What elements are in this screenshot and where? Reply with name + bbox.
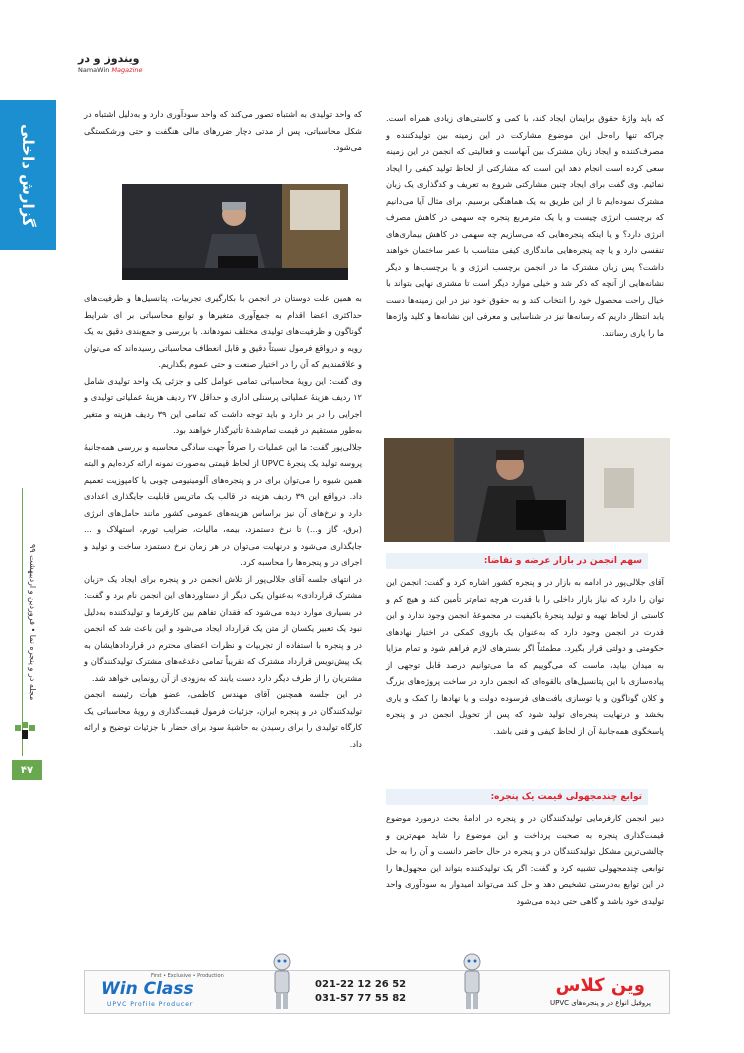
logo-english-text [78,66,170,74]
section-tab-label: گزارش داخلی [19,123,37,227]
ad-persian-logo: وین کلاس [555,975,645,996]
ad-banner[interactable] [84,970,670,1014]
right-column-intro: که باید واژهٔ حقوق برایمان ایجاد کند، با کمی و کاستی‌های زیادی همراه است. چراکه تنها راه‌حل این موضوع مشارکت در این زمینه بین تولیدکننده و مصرف‌کننده و ایجاد زبان مشترک بین آنهاست و فعالیتی که انجمن در این زمینه سعی کرده است انجام دهد این است که مشارکتی از لحاظ تولید کیفی را ایجاد نمائیم. وی گفت برای ایجاد چنین مشارکتی شروع به تعریف و کدگذاری یک زبان مشترک نموده‌ایم تا از این طریق به یک هماهنگی برسیم. برای مثال آیا می‌دانیم که برچسب انرژی چیست و یا یک مترمربع پنجره چه سهمی در کاهش مصرف انرژی دارد؟ و یا اینکه پنجره‌هایی که می‌سازیم چه سهمی در کاهش بیماری‌های تنفسی دارد و یا چه پنجره‌هایی ماندگاری کیفی متناسب با عمر ساختمان خواهند داشت؟ پس زبان مشترک ما در انجمن برچسب انرژی و یا برچسب‌ها و دیگر نشانه‌هایی از آنچه که ذکر شد و خیلی موارد دیگر است تا مشتری نهایی بتواند با خیال راحت محصول خود را انتخاب کند و به حقوق خود نیز در این زمینه‌ها دست یابد انتظار داریم که رسانه‌ها نیز در شناسایی و معرفی این نشانه‌ها و کلید واژه‌ها ما را یاری رسانند. [386,113,664,338]
left-column-intro: که واحد تولیدی به اشتباه تصور می‌کند که واحد سودآوری دارد و به‌دلیل اشتباه در شکل محاسباتی، پس از مدتی دچار ضررهای مالی هنگفت و حتی ورشکستگی می‌شود. [84,109,362,152]
right-column-pricing: دبیر انجمن کارفرمایی تولیدکنندگان در و پنجره در ادامهٔ بحث درمورد موضوع قیمت‌گذاری پنجره به صحبت پرداخت و این موضوع را شاید مهم‌ترین و چالشی‌ترین مشکل تولیدکنندگان در و پنجره در حال حاضر دانست و آن را به حل توابعی چندمجهولی تشبیه کرد و گفت: اگر یک تولیدکننده بتواند این مجهول‌ها را در این توابع به‌درستی تشخیص دهد و حل کند می‌تواند امیدوار به سودآوری واحد تولیدی خود باشد و گاهی حتی دیده می‌شود [386,813,664,906]
ad-persian-tagline: پروفیل انواع در و پنجره‌های UPVC [549,999,651,1007]
paragraph: در انتهای جلسه آقای جلالی‌پور از تلاش انجمن در و پنجره برای ایجاد یک «زبان مشترک قراردادی» به‌عنوان یکی دیگر از دستاوردهای این انجمن نام برد و گفت: در بسیاری موارد دیده می‌شود که فقدان تفاهم بین کارفرما و تولیدکننده به‌دلیل نبود یک تعبیر یکسان از متن یک قرارداد ایجاد می‌شود و این باعث شد که انجمن در و پنجره با استفاده از تجربیات و نظرات اعضای محترم در قراردادها‌یشان به یک پیش‌نویس قرارداد مشترک که تقریباً تمامی دغدغه‌های مشترک تولیدکنندگان و مشتریان را از طرف دیگر دارد دست یابند که به‌زودی از آن رونمایی خواهد شد. [84,573,362,683]
page-number: ۴۷ [12,760,42,780]
paragraph: وی گفت: این رویهٔ محاسباتی تمامی عوامل کلی و جزئی یک واحد تولیدی شامل ۱۲ ردیف هزینهٔ عملیاتی پرسنلی اداری و حداقل ۲۷ ردیف هزینهٔ عملیاتی تولیدی و اجرایی را در بر دارد و باید توجه داشت که تمامی این ۳۹ ردیف هزینه و متغیر به‌طور مستقیم در قیمت تمام‌شدهٔ تأثیرگذار خواهند بود. [84,375,362,435]
ad-brand-logo: Win Class [101,979,194,999]
phone-number: 021-22 12 26 52 [315,979,407,990]
ad-tagline: First • Exclusive • Production [151,973,224,979]
ad-phones [315,978,406,1006]
right-column-market: آقای جلالی‌پور در ادامه به بازار در و پنجره کشور اشاره کرد و گفت: انجمن این توان را دارد که نیاز بازار داخلی را با قدرت هرچه تمام‌تر تأمین کند و هیچ کم و کاستی از لحاظ تهیه و تولید پنجرهٔ باکیفیت در مجموعهٔ انجمن وجود ندارد و این قدرت در انجمن وجود دارد که به‌عنوان یک بازوی کمکی در اختیار نهادهای حکومتی و دولتی قرار بگیرد. مطمئناً اگر بسترهای لازم فراهم شود و تمام مزایا به میدان بیاید، ماست که می‌گوییم که ما می‌توانیم درصد قابل توجهی از پیاده‌سازی با این پتانسیل‌های بالقوه‌ای که انجمن دارد در ساخت پروژه‌های بزرگ و کلان گوناگون و یا توسازی بافت‌های فرسوده دولت و یا نهادها را کمک و یاری بخشد و درنهایت پنجره‌ای تولید شود که پس از تحویل انجمن در و پنجره پاسخگوی همه‌جانبهٔ آن از لحاظ کیفی و فنی باشد. [386,577,664,736]
robot-mascot-icon [271,953,293,1011]
issue-meta: مجله در و پنجره نما • فروردین و اردیبهشت ۹۹ [28,543,37,700]
section-tab [0,100,56,250]
magazine-logo [78,52,170,78]
left-column-body [84,290,362,752]
side-divider [22,488,23,756]
speaker-photo-2 [384,438,670,542]
logo-persian-text: ویندوز و در [78,52,140,65]
paragraph: به همین علت دوستان در انجمن با بکارگیری تجربیات، پتانسیل‌ها و ظرفیت‌های حداکثری اعضا اقدام به جمع‌آوری متغیرها و توابع محاسباتی بر ای شرایط گوناگون و ظرفیت‌های تولیدی مختلف نمودهاند. با بررسی و جمع‌بندی دقیق به یک رویه و درواقع فرمول نسبتاً دقیق و قابل انعطاف محاسباتی رسیده‌اند که می‌توان و علاقمندیم که آن را در اختیار صنعت و حتی عموم بگذاریم. [84,293,362,369]
logo-brand: NamaWin [78,66,110,74]
window-grid-icon [14,722,36,740]
speaker-photo-1 [122,184,348,280]
subheading-pricing: توابع چندمجهولی قیمت یک پنجره: [386,789,648,805]
robot-mascot-icon [461,953,483,1011]
phone-number: 031-57 77 55 82 [315,993,407,1004]
subheading-market: سهم انجمن در بازار عرضه و تقاضا: [386,553,648,569]
ad-subtitle: UPVC Profile Producer [107,1001,194,1008]
logo-magazine: Magazine [111,66,143,74]
paragraph: در این جلسه همچنین آقای مهندس کاظمی، عضو هیأت رئیسه انجمن تولیدکنندگان در و پنجره ایران، جزئیات فرمول قیمت‌گذاری و رویهٔ محاسباتی یک کارگاه تولیدی را برای رسیدن به حاشیهٔ سود برای حضار با جزئیات توضیح و ارائه داد. [84,689,362,749]
paragraph: جلالی‌پور گفت: ما این عملیات را صرفاً جهت سادگی محاسبه و بررسی همه‌جانبهٔ پروسه تولید یک پنجرهٔ UPVC از لحاظ قیمتی به‌صورت نمونه ارائه کرده‌ایم و البته همین شیوه را می‌توان برای در و پنجره‌های آلومینیومی چوبی یا کامپوزیت تعمیم داد. درواقع این ۳۹ ردیف هزینه در قالب یک ماتریس قابلیت جایگذاری اعدادی دارد و نرخ‌های آن نیز براساس هزینه‌های عمومی کشور مانند حامل‌های انرژی (برق، گاز و...) تا نرخ دستمزد، بیمه، مالیات، ضرایب تورم، استهلاک و ... جایگذاری می‌شود و درنهایت می‌توان در هر زمان نرخ دستمزد ساخت و تولید و اجرای در و پنجره‌ها را محاسبه کرد. [84,441,363,567]
